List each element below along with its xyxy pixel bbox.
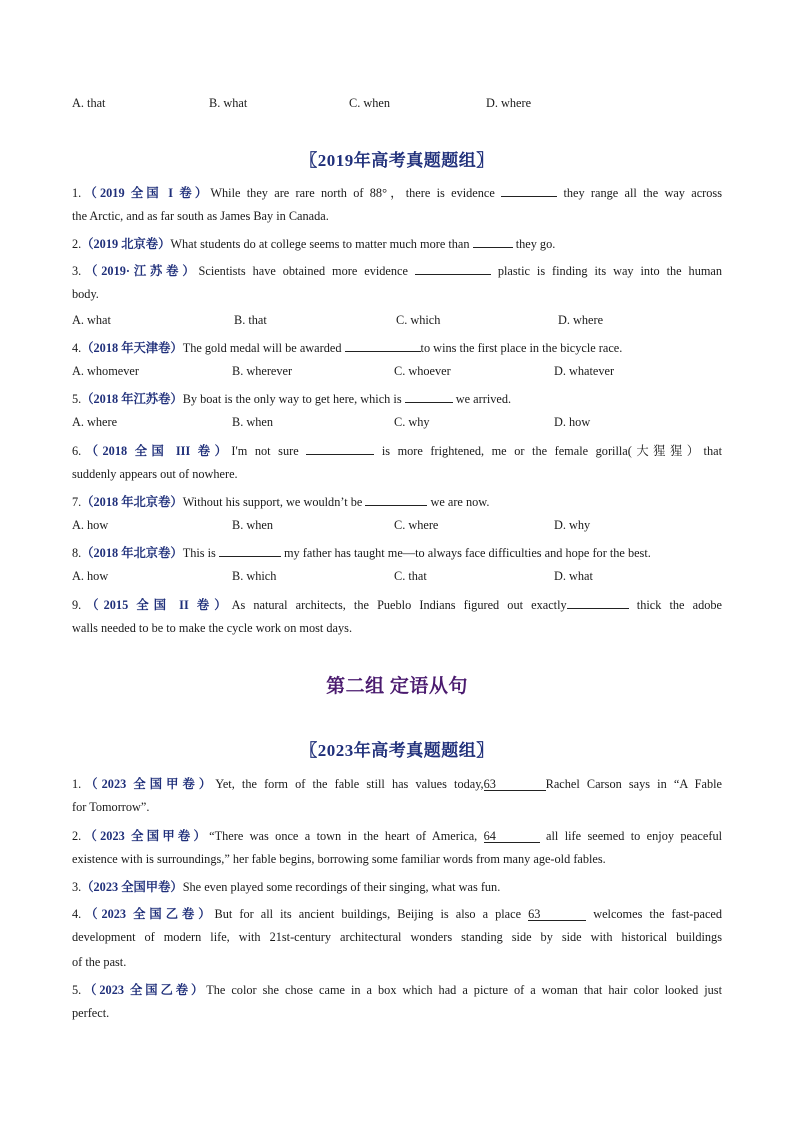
question-line: 3.（2019·江苏卷）Scientists have obtained more evidence plastic is finding its way into the human — [72, 264, 723, 278]
question-line: 4.（2018 年天津卷）The gold medal will be awarded to wins the first place in the bicycle race. — [72, 341, 623, 355]
option-a: A. how — [72, 518, 109, 532]
source-label: （2023 全国甲卷） — [81, 880, 183, 894]
option-d: D. where — [558, 313, 604, 327]
option-d: D. what — [554, 569, 593, 583]
answer-blank — [306, 443, 374, 455]
option-a: A. whomever — [72, 364, 139, 378]
question-line: 1.（2019 全国 I 卷）While they are rare north of 88°，there is evidence they range all the way across — [72, 186, 722, 200]
answer-blank — [405, 391, 453, 403]
question-line: 8.（2018 年北京卷）This is my father has taught me—to always face difficulties and hope for the best. — [72, 546, 651, 560]
option-b: B. when — [232, 415, 273, 429]
source-label: （2019·江苏卷） — [81, 264, 199, 278]
options-row — [72, 364, 722, 380]
question-line-cont: body. — [72, 287, 99, 301]
question-line: 2.（2023 全国甲卷）“There was once a town in the heart of America, 64 all life seemed to enjoy peaceful — [72, 829, 723, 843]
question-line: 5.（2018 年江苏卷）By boat is the only way to get here, which is we arrived. — [72, 392, 512, 406]
source-label: （2018 年天津卷） — [81, 341, 183, 355]
option-c: C. whoever — [394, 364, 451, 378]
answer-blank — [345, 340, 421, 352]
option-d: D. whatever — [554, 364, 615, 378]
option-c: C. where — [394, 518, 439, 532]
source-label: （2019 全国 I 卷） — [81, 186, 211, 200]
answer-blank — [219, 545, 281, 557]
option-a: A. where — [72, 415, 118, 429]
question-line: 6.（2018 全国 III 卷）I'm not sure is more frightened, me or the female gorilla(大猩猩）that — [72, 444, 722, 458]
answer-blank — [473, 236, 513, 248]
options-row — [72, 569, 722, 585]
source-label: （2023 全国乙卷） — [81, 907, 215, 921]
option-b: B. that — [234, 313, 267, 327]
question-line: 9.（2015 全国 II 卷）As natural architects, the Pueblo Indians figured out exactly thick the adobe — [72, 598, 723, 612]
option-a: A. what — [72, 313, 111, 327]
answer-blank — [567, 597, 629, 609]
heading-2023: 〖2023年高考真题题组〗 — [300, 741, 494, 760]
source-label: （2023 全国甲卷） — [81, 777, 216, 791]
options-row — [72, 518, 722, 534]
option-a: A. how — [72, 569, 109, 583]
source-label: （2023 全国甲卷） — [81, 829, 210, 843]
question-line-cont: development of modern life, with 21st-century architectural wonders standing side by side with historical buildings — [72, 930, 722, 944]
source-label: （2018 年江苏卷） — [81, 392, 183, 406]
option-a: A. that — [72, 96, 106, 110]
question-line-cont: walls needed to be to make the cycle work on most days. — [72, 621, 353, 635]
answer-blank: 64 — [484, 831, 540, 843]
option-d: D. how — [554, 415, 591, 429]
question-line-cont: perfect. — [72, 1006, 110, 1020]
option-c: C. which — [396, 313, 441, 327]
answer-blank — [365, 494, 427, 506]
answer-blank: 63 — [484, 779, 546, 791]
option-d: D. where — [486, 96, 532, 110]
option-c: C. when — [349, 96, 390, 110]
question-line: 5.（2023 全国乙卷）The color she chose came in a box which had a picture of a woman that hair color looked just — [72, 983, 722, 997]
option-c: C. why — [394, 415, 430, 429]
question-line: 2.（2019 北京卷）What students do at college seems to matter much more than they go. — [72, 237, 556, 251]
answer-blank — [501, 185, 557, 197]
option-b: B. wherever — [232, 364, 293, 378]
question-line: 1.（2023 全国甲卷）Yet, the form of the fable still has values today,63 Rachel Carson says in “A Fable — [72, 777, 723, 791]
question-line: 7.（2018 年北京卷）Without his support, we wouldn’t be we are now. — [72, 495, 490, 509]
options-row — [72, 96, 722, 112]
option-b: B. when — [232, 518, 273, 532]
question-line-cont: the Arctic, and as far south as James Bay in Canada. — [72, 209, 329, 223]
source-label: （2018 年北京卷） — [81, 546, 183, 560]
question-line: 4.（2023 全国乙卷）But for all its ancient buildings, Beijing is also a place 63 welcomes the fast-paced — [72, 907, 723, 921]
section-title: 第二组 定语从句 — [326, 676, 468, 697]
option-b: B. what — [209, 96, 248, 110]
heading-2019: 〖2019年高考真题题组〗 — [300, 151, 494, 170]
source-label: （2018 年北京卷） — [81, 495, 183, 509]
option-c: C. that — [394, 569, 427, 583]
options-row — [72, 415, 722, 431]
option-b: B. which — [232, 569, 277, 583]
question-line-cont: suddenly appears out of nowhere. — [72, 467, 238, 481]
source-label: （2018 全国 III 卷） — [81, 444, 232, 458]
source-label: （2015 全国 II 卷） — [81, 598, 232, 612]
option-d: D. why — [554, 518, 591, 532]
question-line: 3.（2023 全国甲卷）She even played some recordings of their singing, what was fun. — [72, 880, 501, 894]
options-row — [72, 313, 722, 329]
answer-blank — [415, 263, 491, 275]
question-line-cont: for Tomorrow”. — [72, 800, 150, 814]
question-line-cont: of the past. — [72, 955, 127, 969]
source-label: （2023 全国乙卷） — [81, 983, 207, 997]
question-line-cont: existence with is surroundings,” her fable begins, borrowing some familiar words from many age-old fables. — [72, 852, 606, 866]
answer-blank: 63 — [528, 909, 586, 921]
source-label: （2019 北京卷） — [81, 237, 171, 251]
